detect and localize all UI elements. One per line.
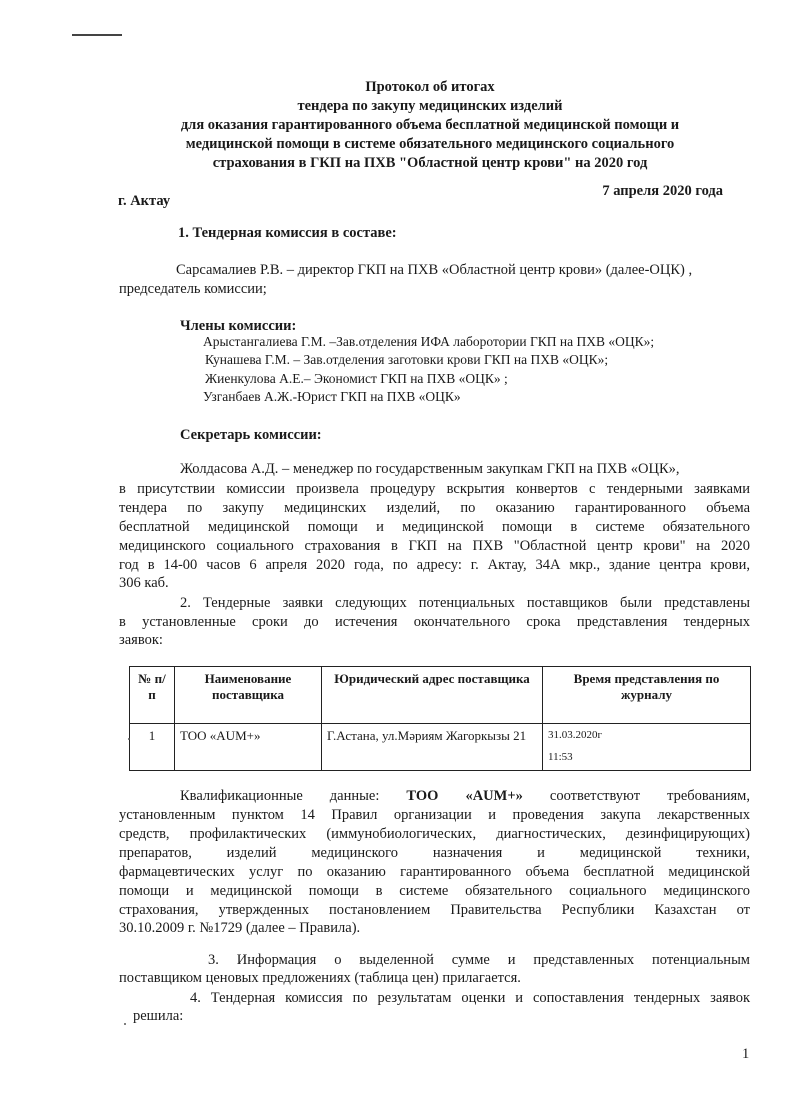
city: г. Актау bbox=[118, 193, 171, 209]
qualification-line: помощи и медицинской помощи в системе обязательного социального медицинского bbox=[119, 883, 750, 899]
qualification-line: фармацевтических услуг по оказанию гарантированного объема бесплатной медицинской bbox=[119, 864, 750, 880]
time-clock: 11:53 bbox=[548, 751, 573, 763]
member: Кунашева Г.М. – Зав.отделения заготовки крови ГКП на ПХВ «ОЦК»; bbox=[205, 352, 609, 367]
secretary-line: год в 14-00 часов 6 апреля 2020 года, по адресу: г. Актау, 34А мкр., здание центра крови, bbox=[119, 557, 750, 573]
para2-line: в установленные сроки до истечения окончательного срока представления тендерных bbox=[119, 614, 750, 630]
qualification-first-line bbox=[180, 787, 750, 806]
qualification-prefix: Квалификационные данные: bbox=[180, 788, 407, 804]
title-line: страхования в ГКП на ПХВ "Областной центр крови" на 2020 год bbox=[212, 155, 648, 171]
scan-mark bbox=[72, 34, 122, 36]
secretary-line: медицинского социального страхования в ГКП на ПХВ "Областной центр крови" на 2020 bbox=[119, 538, 750, 554]
secretary-line: 306 каб. bbox=[119, 575, 169, 591]
cell-name: ТОО «AUM+» bbox=[175, 724, 322, 771]
members-heading: Члены комиссии: bbox=[180, 318, 297, 334]
title-line: Протокол об итогах bbox=[365, 79, 495, 95]
suppliers-table bbox=[129, 666, 751, 771]
qualification-line: средств, профилактических (иммунобиологических, диагностических, дезинфицирующих) bbox=[119, 826, 750, 842]
member: Узганбаев А.Ж.-Юрист ГКП на ПХВ «ОЦК» bbox=[203, 389, 461, 404]
secretary-line: в присутствии комиссии произвела процедуру вскрытия конвертов с тендерными заявками bbox=[119, 481, 750, 497]
cell-number: 1 bbox=[130, 724, 175, 771]
col-header-name: Наименование поставщика bbox=[175, 667, 322, 724]
para2-line: заявок: bbox=[119, 632, 163, 648]
section1-heading: 1. Тендерная комиссия в составе: bbox=[178, 225, 397, 241]
title-line: для оказания гарантированного объема бесплатной медицинской помощи и bbox=[180, 117, 680, 133]
member: Жиенкулова А.Е.– Экономист ГКП на ПХВ «ОЦК» ; bbox=[205, 371, 508, 386]
secretary-heading: Секретарь комиссии: bbox=[180, 427, 322, 443]
date: 7 апреля 2020 года bbox=[602, 183, 723, 199]
col-header-address: Юридический адрес поставщика bbox=[322, 667, 543, 724]
title-line: медицинской помощи в системе обязательного медицинского социального bbox=[185, 136, 675, 152]
cell-address: Г.Астана, ул.Мәриям Жагоркызы 21 bbox=[322, 724, 543, 771]
table-row bbox=[130, 724, 751, 771]
qualification-line: страхования, утвержденных постановлением Правительства Республики Казахстан от bbox=[119, 902, 750, 918]
qualification-line: препаратов, изделий медицинского назначения и медицинской техники, bbox=[119, 845, 750, 861]
para4-line: 4. Тендерная комиссия по результатам оценки и сопоставления тендерных заявок bbox=[190, 990, 750, 1006]
qualification-line: 30.10.2009 г. №1729 (далее – Правила). bbox=[119, 920, 361, 936]
secretary-line: Жолдасова А.Д. – менеджер по государственным закупкам ГКП на ПХВ «ОЦК», bbox=[180, 461, 680, 477]
cell-time bbox=[543, 724, 751, 771]
chairman-line: председатель комиссии; bbox=[119, 281, 267, 297]
qualification-line: установленным пунктом 14 Правил организации и проведения закупа лекарственных bbox=[119, 807, 750, 823]
qualification-company: ТОО «AUM+» bbox=[406, 788, 523, 804]
col-header-time: Время представления по журналу bbox=[543, 667, 751, 724]
scan-speck bbox=[124, 1023, 126, 1025]
time-date: 31.03.2020г bbox=[548, 729, 603, 741]
table-header-row bbox=[130, 667, 751, 724]
member: Арыстангалиева Г.М. –Зав.отделения ИФА лаборотории ГКП на ПХВ «ОЦК»; bbox=[203, 334, 655, 349]
chairman-line: Сарсамалиев Р.В. – директор ГКП на ПХВ «Областной центр крови» (далее-ОЦК) , bbox=[176, 262, 693, 278]
title-line: тендера по закупу медицинских изделий bbox=[297, 98, 563, 114]
para3-line: поставщиком ценовых предложениях (таблица цен) прилагается. bbox=[119, 970, 521, 986]
qualification-rest: соответствуют требованиям, bbox=[522, 788, 750, 804]
para4-line: решила: bbox=[133, 1008, 184, 1024]
col-header-number: № п/п bbox=[130, 667, 175, 724]
para2-line: 2. Тендерные заявки следующих потенциальных поставщиков были представлены bbox=[180, 595, 750, 611]
secretary-line: тендера по закупу медицинских изделий, по оказанию гарантированного объема bbox=[119, 500, 750, 516]
scan-speck bbox=[128, 738, 130, 740]
para3-line: 3. Информация о выделенной сумме и представленных потенциальным bbox=[208, 952, 750, 968]
document-title bbox=[110, 78, 750, 173]
secretary-line: бесплатной медицинской помощи и медицинской помощи в системе обязательного bbox=[119, 519, 750, 535]
page-number: 1 bbox=[742, 1046, 750, 1062]
